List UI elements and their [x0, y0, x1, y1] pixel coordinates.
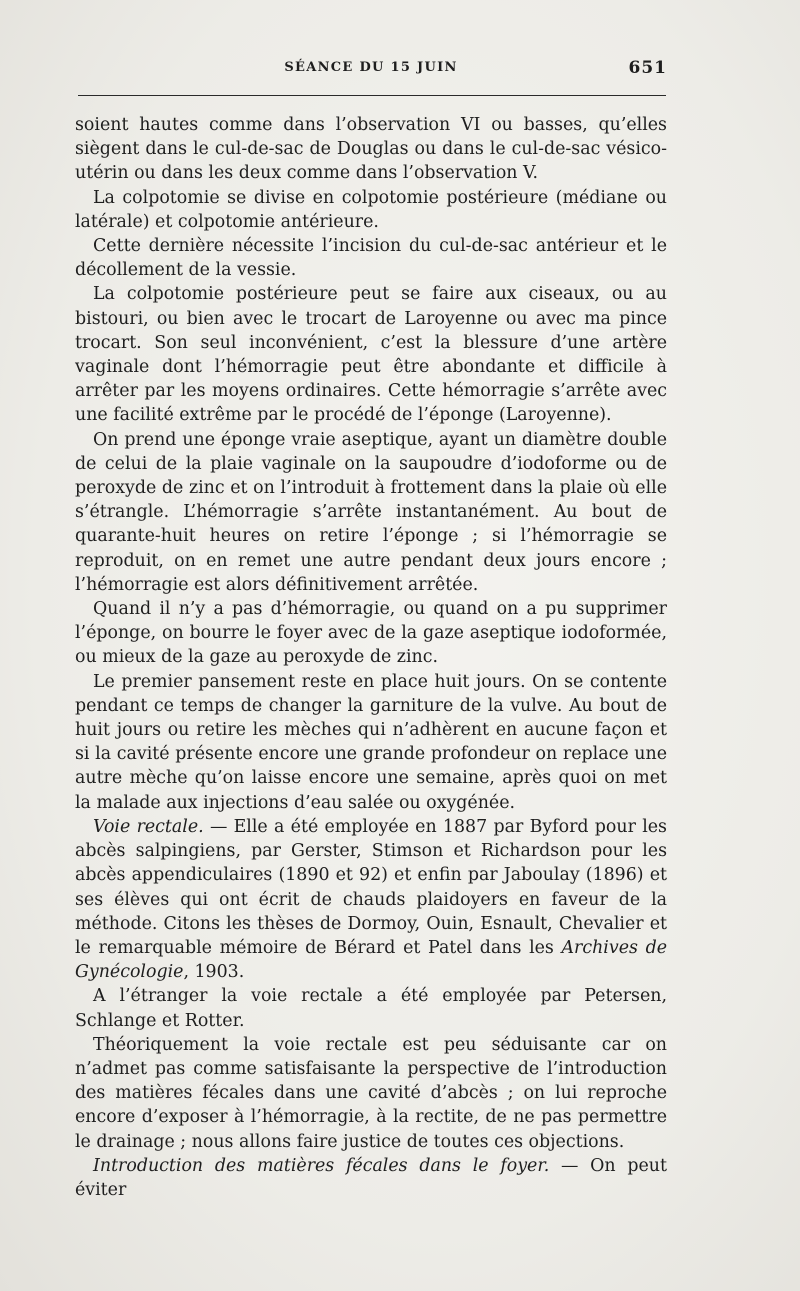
paragraph: On prend une éponge vraie aseptique, ayant un diamètre double de celui de la plaie vaginale on la saupoudre d’iodoforme ou de peroxyde de zinc et on l’introduit à frottement dans la plaie où elle s’étrangle. L’hémorragie s’arrête instantanément. Au bout de quarante-huit heures on retire l’éponge ; si l’hémorragie se reproduit, on en remet une autre pendant deux jours encore ; l’hémorragie est alors définitivement arrêtée. [75, 429, 667, 595]
paragraph-voie-rectale [75, 815, 667, 984]
section-heading: Voie rectale. [93, 816, 204, 837]
section-heading: Introduction des matières fécales dans le foyer. [93, 1155, 550, 1176]
paragraph: A l’étranger la voie rectale a été employée par Petersen, Schlange et Rotter. [75, 986, 667, 1031]
paragraph-text: — On peut éviter [75, 1155, 667, 1200]
paragraph: La colpotomie postérieure peut se faire aux ciseaux, ou au bistouri, ou bien avec le trocart de Laroyenne ou avec ma pince trocart. Son seul inconvénient, c’est la blessure d’une artère vaginale dont l’hémorragie peut être abondante et difficile à arrêter par les moyens ordinaires. Cette hémorragie s’arrête avec une facilité extrême par le procédé de l’éponge (Laroyenne). [75, 284, 667, 426]
paragraph-text: , 1903. [183, 962, 245, 983]
paragraph-text: — Elle a été employée en 1887 par Byford pour les abcès salpingiens, par Gerster, Stimson et Richardson pour les abcès appendiculaires (1890 et 92) et enfin par Jaboulay (1896) et ses élèves qui ont écrit de chauds plaidoyers en faveur de la méthode. Citons les thèses de Dormoy, Ouin, Esnault, Chevalier et le remarquable mémoire de Bérard et Patel dans les [75, 816, 667, 958]
page-header [75, 58, 667, 82]
paragraph: Théoriquement la voie rectale est peu séduisante car on n’admet pas comme satisfaisante la perspective de l’introduction des matières fécales dans une cavité d’abcès ; on lui reproche encore d’exposer à l’hémorragie, à la rectite, de ne pas permettre le drainage ; nous allons faire justice de toutes ces objections. [75, 1034, 667, 1152]
paragraph-introduction [75, 1154, 667, 1202]
journal-title: Archives de Gynécologie [75, 937, 667, 983]
page-number: 651 [628, 58, 667, 78]
paragraph: Quand il n’y a pas d’hémorragie, ou quand on a pu supprimer l’éponge, on bourre le foyer avec de la gaze aseptique iodoformée, ou mieux de la gaze au peroxyde de zinc. [75, 599, 667, 668]
header-rule [78, 95, 666, 96]
paragraph: Cette dernière nécessite l’incision du cul-de-sac antérieur et le décollement de la vessie. [75, 236, 667, 281]
body-text [75, 113, 667, 1202]
paragraph: La colpotomie se divise en colpotomie postérieure (médiane ou latérale) et colpotomie antérieure. [75, 187, 667, 232]
paragraph: soient hautes comme dans l’observation VI ou basses, qu’elles siègent dans le cul-de-sac de Douglas ou dans le cul-de-sac vésico-utérin ou dans les deux comme dans l’observation V. [75, 115, 667, 184]
running-title: SÉANCE DU 15 JUIN [284, 60, 458, 75]
paragraph: Le premier pansement reste en place huit jours. On se contente pendant ce temps de changer la garniture de la vulve. Au bout de huit jours ou retire les mèches qui n’adhèrent en aucune façon et si la cavité présente encore une grande profondeur on replace une autre mèche qu’on laisse encore une semaine, après quoi on met la malade aux injections d’eau salée ou oxygénée. [75, 671, 667, 813]
